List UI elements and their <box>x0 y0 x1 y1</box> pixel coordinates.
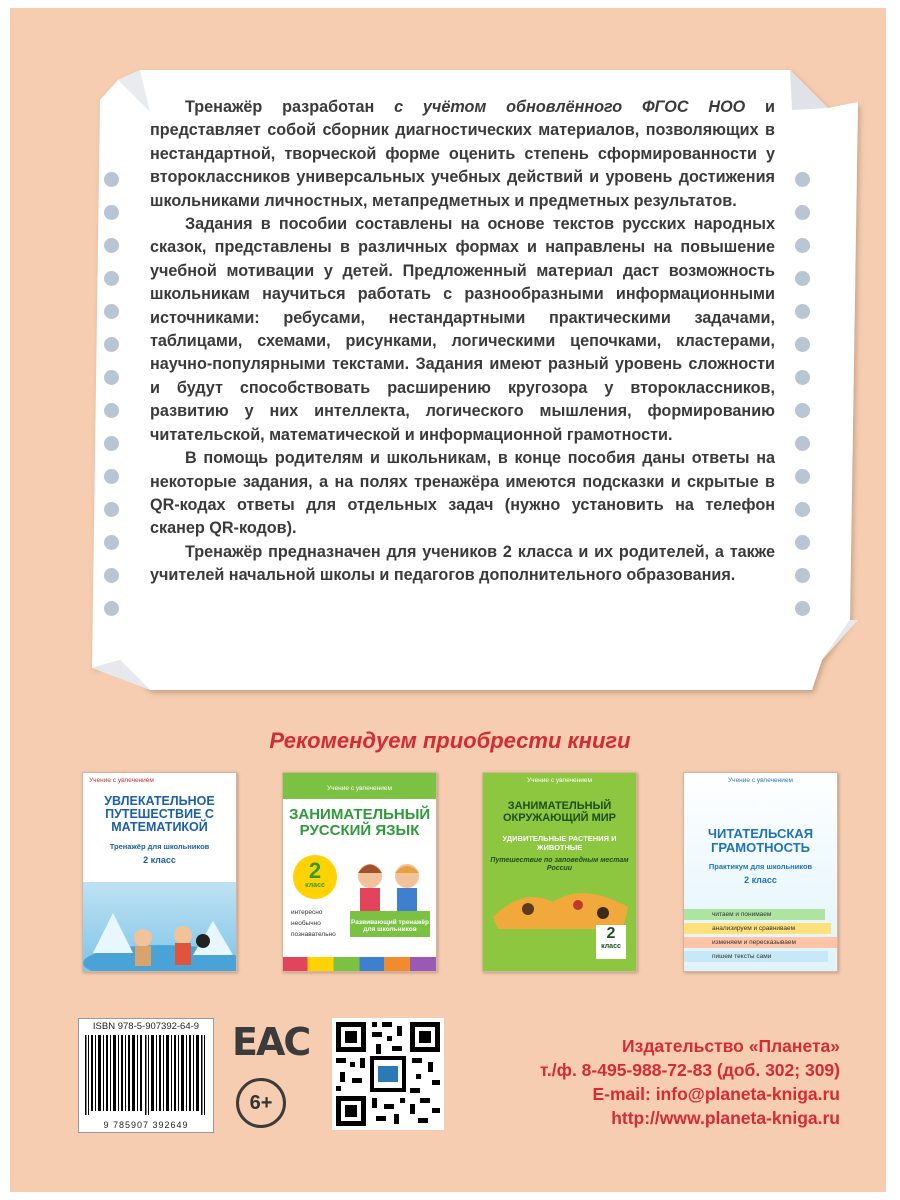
book-grade: 2 класс <box>744 875 777 885</box>
book-title: УВЛЕКАТЕЛЬНОЕ ПУТЕШЕСТВИЕ С МАТЕМАТИКОЙ <box>104 794 215 835</box>
paragraph-3: В помощь родителям и школьникам, в конце пособия даны ответы на некоторые задания, а на полях тренажёра имеются подсказки и скрытые в QR-кодах ответы для отдельных задач (нужно установить на телефон сканер QR-кодов). <box>150 449 775 538</box>
eac-mark <box>232 1020 310 1064</box>
binder-holes-left <box>104 172 124 612</box>
book-russian[interactable] <box>282 772 437 972</box>
book-series-label: Учение с увлечением <box>89 777 154 784</box>
skill-item: анализируем и сравниваем <box>684 923 831 934</box>
grade-box <box>596 925 626 959</box>
book-series-label: Учение с увлечением <box>728 777 793 784</box>
book-grade: 2 класс <box>143 855 176 865</box>
grade-number: 2 <box>606 925 616 942</box>
grade-word: класс <box>305 882 325 889</box>
book-series-label: Учение с увлечением <box>527 777 592 784</box>
publisher-email[interactable]: E-mail: info@planeta-kniga.ru <box>592 1084 840 1104</box>
grade-number: 2 <box>308 858 322 883</box>
feature-item: интересно <box>291 909 323 916</box>
book-tag: Развивающий тренажёр для школьников <box>350 919 430 933</box>
book-title: ЗАНИМАТЕЛЬНЫЙ ОКРУЖАЮЩИЙ МИР <box>502 800 617 824</box>
barcode <box>78 1018 214 1133</box>
recommend-heading: Рекомендуем приобрести книги <box>269 728 631 753</box>
publisher-phone: т./ф. 8-495-988-72-83 (доб. 302; 309) <box>539 1060 840 1080</box>
description-text <box>150 96 775 588</box>
book-subtitle: Практикум для школьников <box>708 862 813 871</box>
qr-code[interactable] <box>332 1018 444 1130</box>
skill-item: пишем тексты сами <box>684 951 828 962</box>
book-title: ЗАНИМАТЕЛЬНЫЙ РУССКИЙ ЯЗЫК <box>289 806 431 839</box>
paragraph-2: Задания в пособии составлены на основе текстов русских народных сказок, представлены в различных формах и направлены на повышение учебной мотивации у детей. Предложенный материал даст возможность школьникам научиться работать с разнообразными информационными источниками: ребусами, нестандартными практическими задачами, таблицами, схемами, рисунками, логическими цепочками, кластерами, научно-популярными текстами. Задания имеют разный уровень сложности и будут способствовать расширению кругозора у второклассников, развитию у них интеллекта, логического мышления, формированию читательской, математической и информационной грамотности. <box>150 215 775 444</box>
book-series-label: Учение с увлечением <box>327 785 392 792</box>
skills-list <box>684 909 837 965</box>
book-math[interactable] <box>82 772 237 972</box>
publisher-info <box>540 1034 840 1130</box>
book-subtitle: УДИВИТЕЛЬНЫЕ РАСТЕНИЯ И ЖИВОТНЫЕ <box>502 834 617 852</box>
feature-item: необычно <box>291 920 321 927</box>
p1-end: и представляет собой сборник диагностических материалов, позволяющих в нестандартной, творческой форме оценить степень сформированности у второклассников универсальных учебных действий и уровень достижения школьниками личностных, метапредметных и предметных результатов. <box>150 98 776 210</box>
book-subtitle: Тренажёр для школьников <box>109 842 210 851</box>
book-tagline: Путешествие по заповедным местам России <box>490 857 629 873</box>
publisher-site[interactable]: http://www.planeta-kniga.ru <box>611 1108 840 1128</box>
skill-item: читаем и понимаем <box>684 909 825 920</box>
barcode-number: 9 785907 392649 <box>103 1120 189 1130</box>
grade-word: класс <box>601 943 621 950</box>
publisher-name: Издательство «Планета» <box>622 1036 840 1056</box>
paragraph-4: Тренажёр предназначен для учеников 2 класса и их родителей, а также учителей начальной школы и педагогов дополнительного образования. <box>150 542 775 585</box>
paragraph-1 <box>150 96 775 213</box>
grade-circle <box>293 855 337 899</box>
p1-italic: с учётом обновлённого ФГОС НОО <box>394 98 746 116</box>
feature-list <box>291 907 336 940</box>
feature-item: познавательно <box>291 931 336 938</box>
p1-start: Тренажёр разработан <box>185 98 395 116</box>
book-reading[interactable] <box>683 772 838 972</box>
book-illustration <box>83 883 237 972</box>
skill-item: изменяем и пересказываем <box>684 937 837 948</box>
book-world[interactable] <box>482 772 637 972</box>
book-color-stripe <box>283 957 436 971</box>
binder-holes-right <box>795 172 815 612</box>
age-rating: 6+ <box>236 1078 286 1128</box>
barcode-bars <box>83 1035 211 1115</box>
isbn-label: ISBN 978-5-907392-64-9 <box>92 1021 200 1032</box>
qr-code-pattern <box>332 1018 444 1130</box>
book-title: ЧИТАТЕЛЬСКАЯ ГРАМОТНОСТЬ <box>707 826 814 855</box>
eac-text: EAC <box>232 1020 310 1064</box>
